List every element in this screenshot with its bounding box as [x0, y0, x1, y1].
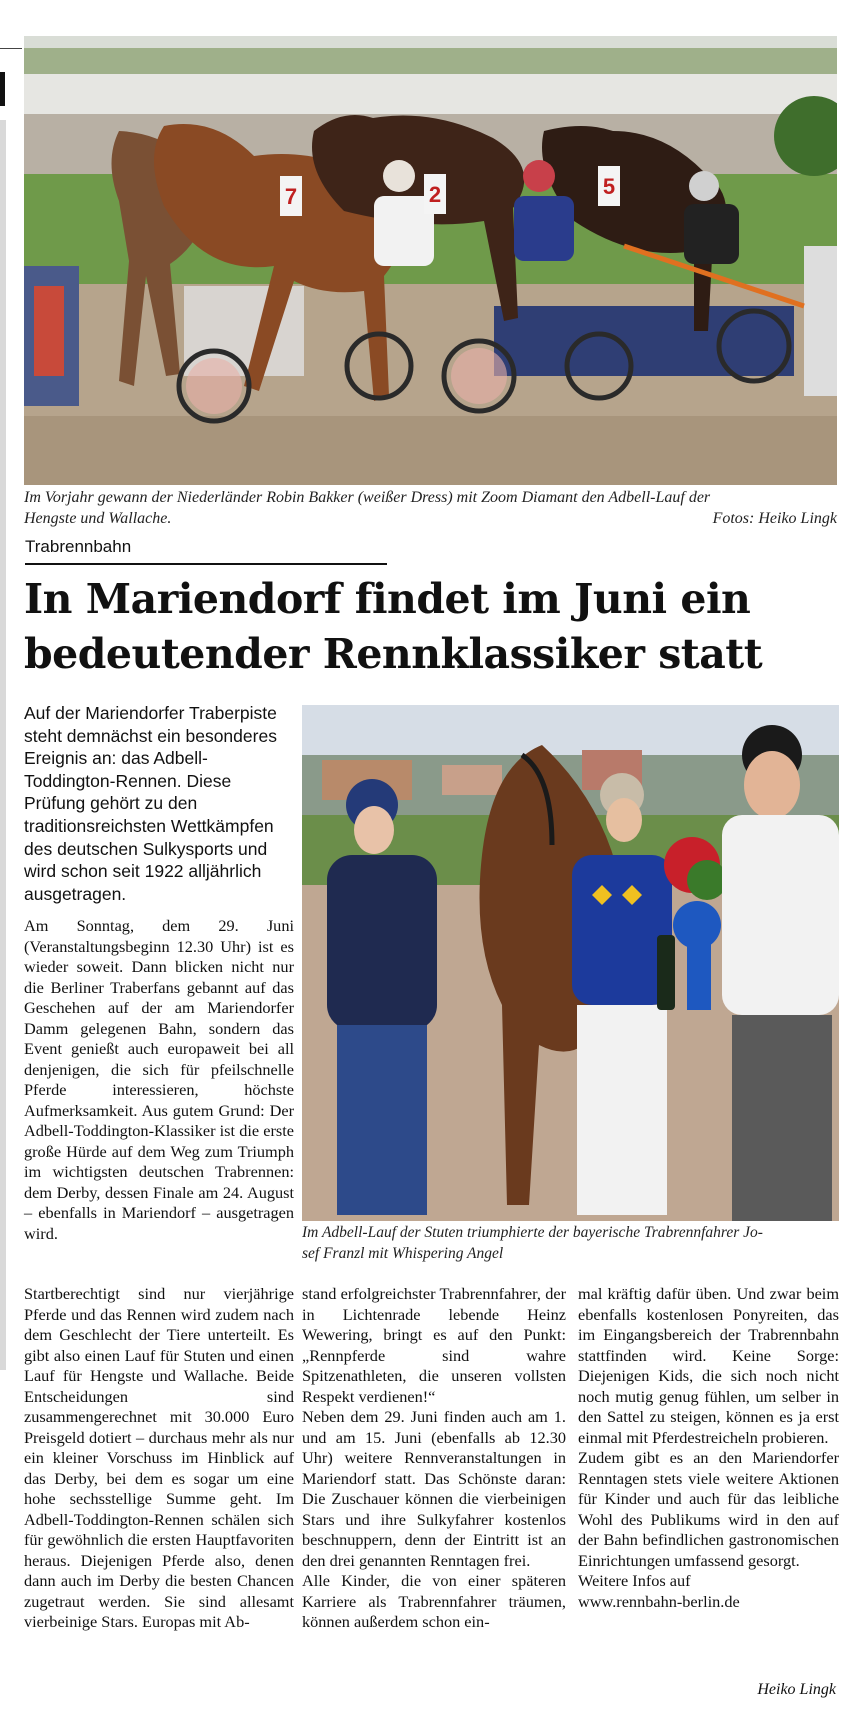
- race-number-5: 5: [602, 174, 616, 199]
- section-kicker: Trabrennbahn: [25, 537, 132, 556]
- bottom-caption-line-2: sef Franzl mit Whispering Angel: [302, 1245, 504, 1262]
- bottom-caption-line-1: Im Adbell-Lauf der Stuten triumphierte der bayerische Trabrennfahrer Jo-: [302, 1224, 763, 1241]
- headline: [24, 572, 844, 682]
- column-1-top: [24, 916, 294, 1244]
- page-fold-shadow: [0, 120, 6, 1370]
- headline-line-2: bedeutender Rennklassiker statt: [24, 630, 763, 678]
- column-1-bottom: [24, 1284, 294, 1633]
- author-signature: Heiko Lingk: [757, 1681, 836, 1698]
- page-edge-rule: [0, 48, 22, 49]
- col2-paragraph-1: stand erfolgreichster Trabrennfahrer, der in Lichtenrade lebende Heinz Wewering, bringt es auf den Punkt: „Rennpferde sind wahre Spitzenathleten, die unseren vollsten Respekt verdienen!“: [302, 1284, 566, 1406]
- race-photo: [24, 36, 837, 485]
- col1-paragraph-1: Am Sonntag, dem 29. Juni (Veranstaltungsbeginn 12.30 Uhr) ist es wieder soweit. Dann blicken nicht nur die Berliner Traberfans gebannt auf das Geschehen auf der am Mariendorfer Damm gelegenen Bahn, sondern das Event genießt auch europaweit bei all denjenigen, die sich für pfeilschnelle Pferde interessieren, höchste Aufmerksamkeit. Aus gutem Grund: Der Adbell-Toddington-Klassiker ist die erste große Hürde auf dem Weg zum Triumph im wichtigsten deutschen Trabrennen: dem Derby, dessen Finale am 24. August – ebenfalls in Mariendorf – ausgetragen wird.: [24, 916, 294, 1243]
- col3-paragraph-1: mal kräftig dafür üben. Und zwar beim ebenfalls kostenlosen Ponyreiten, das im Eingangsbereich der Trabrennbahn stattfinden wird. Keine Sorge: Diejenigen Kids, die sich noch nicht noch mutig genug fühlen, um selber in den Sattel zu steigen, können es ja erst einmal mit Pferdestreicheln probieren.: [578, 1284, 839, 1447]
- kicker-rule: [25, 563, 387, 565]
- page-edge-mark: [0, 72, 5, 106]
- website-link[interactable]: www.rennbahn-berlin.de: [578, 1591, 740, 1611]
- column-3: [578, 1284, 839, 1612]
- headline-line-1: In Mariendorf findet im Juni ein: [24, 575, 751, 623]
- top-photo-caption: [24, 487, 837, 529]
- col3-paragraph-2: Zudem gibt es an den Mariendorfer Renntagen stets viele weitere Aktionen für Kinder und auch für das leibliche Wohl des Publikums wird in den auf der Bahn befindlichen gastronomischen Einrichtungen umfassend gesorgt.: [578, 1448, 839, 1570]
- top-caption-line-1: Im Vorjahr gewann der Niederländer Robin Bakker (weißer Dress) mit Zoom Diamant den Adbell-Lauf der: [24, 489, 711, 506]
- lead-paragraph: Auf der Mariendorfer Traberpiste steht demnächst ein besonderes Ereignis an: das Adbell-Toddington-Rennen. Diese Prüfung gehört zu den traditionsreichsten Wettkämpfen des deutschen Sulkysports und wird schon seit 1922 alljährlich ausgetragen.: [24, 703, 277, 904]
- column-2: [302, 1284, 566, 1633]
- col2-paragraph-3: Alle Kinder, die von einer späteren Karriere als Trabrennfahrer träumen, können außerdem schon ein-: [302, 1571, 566, 1631]
- photo-credit: Fotos: Heiko Lingk: [712, 510, 837, 527]
- race-number-2: 2: [428, 182, 442, 207]
- winner-photo: [302, 705, 839, 1221]
- bottom-photo-caption: [302, 1222, 839, 1264]
- race-number-7: 7: [284, 184, 298, 209]
- col1-paragraph-2: Startberechtigt sind nur vierjährige Pferde und das Rennen wird zudem nach dem Geschlecht der Tiere unterteilt. Es gibt also einen Lauf für Stuten und einen Lauf für Hengste und Wallache. Beide Entscheidungen sind zusammengerechnet mit 30.000 Euro Preisgeld dotiert – durchaus mehr als nur ein kleiner Vorschuss im Hinblick auf das Derby, bei dem es sogar um eine hohe sechsstellige Summe geht. Im Adbell-Toddington-Rennen schälen sich für gewöhnlich die ersten Hauptfavoriten heraus. Diejenigen Pferde also, denen dann auch im Derby die besten Chancen zugetraut werden. Sie sind allesamt vierbeinige Stars. Europas mit Ab-: [24, 1284, 294, 1631]
- top-caption-line-2: Hengste und Wallache.: [24, 510, 172, 527]
- col2-paragraph-2: Neben dem 29. Juni finden auch am 1. und am 15. Juni (ebenfalls ab 12.30 Uhr) weitere Rennveranstaltungen in Mariendorf statt. Das Schönste daran: Die Zuschauer können die vierbeinigen Stars und ihre Sulkyfahrer kostenlos beschnuppern, denn der Eintritt ist an den drei genannten Renntagen frei.: [302, 1407, 566, 1570]
- col3-paragraph-3: Weitere Infos auf: [578, 1571, 691, 1590]
